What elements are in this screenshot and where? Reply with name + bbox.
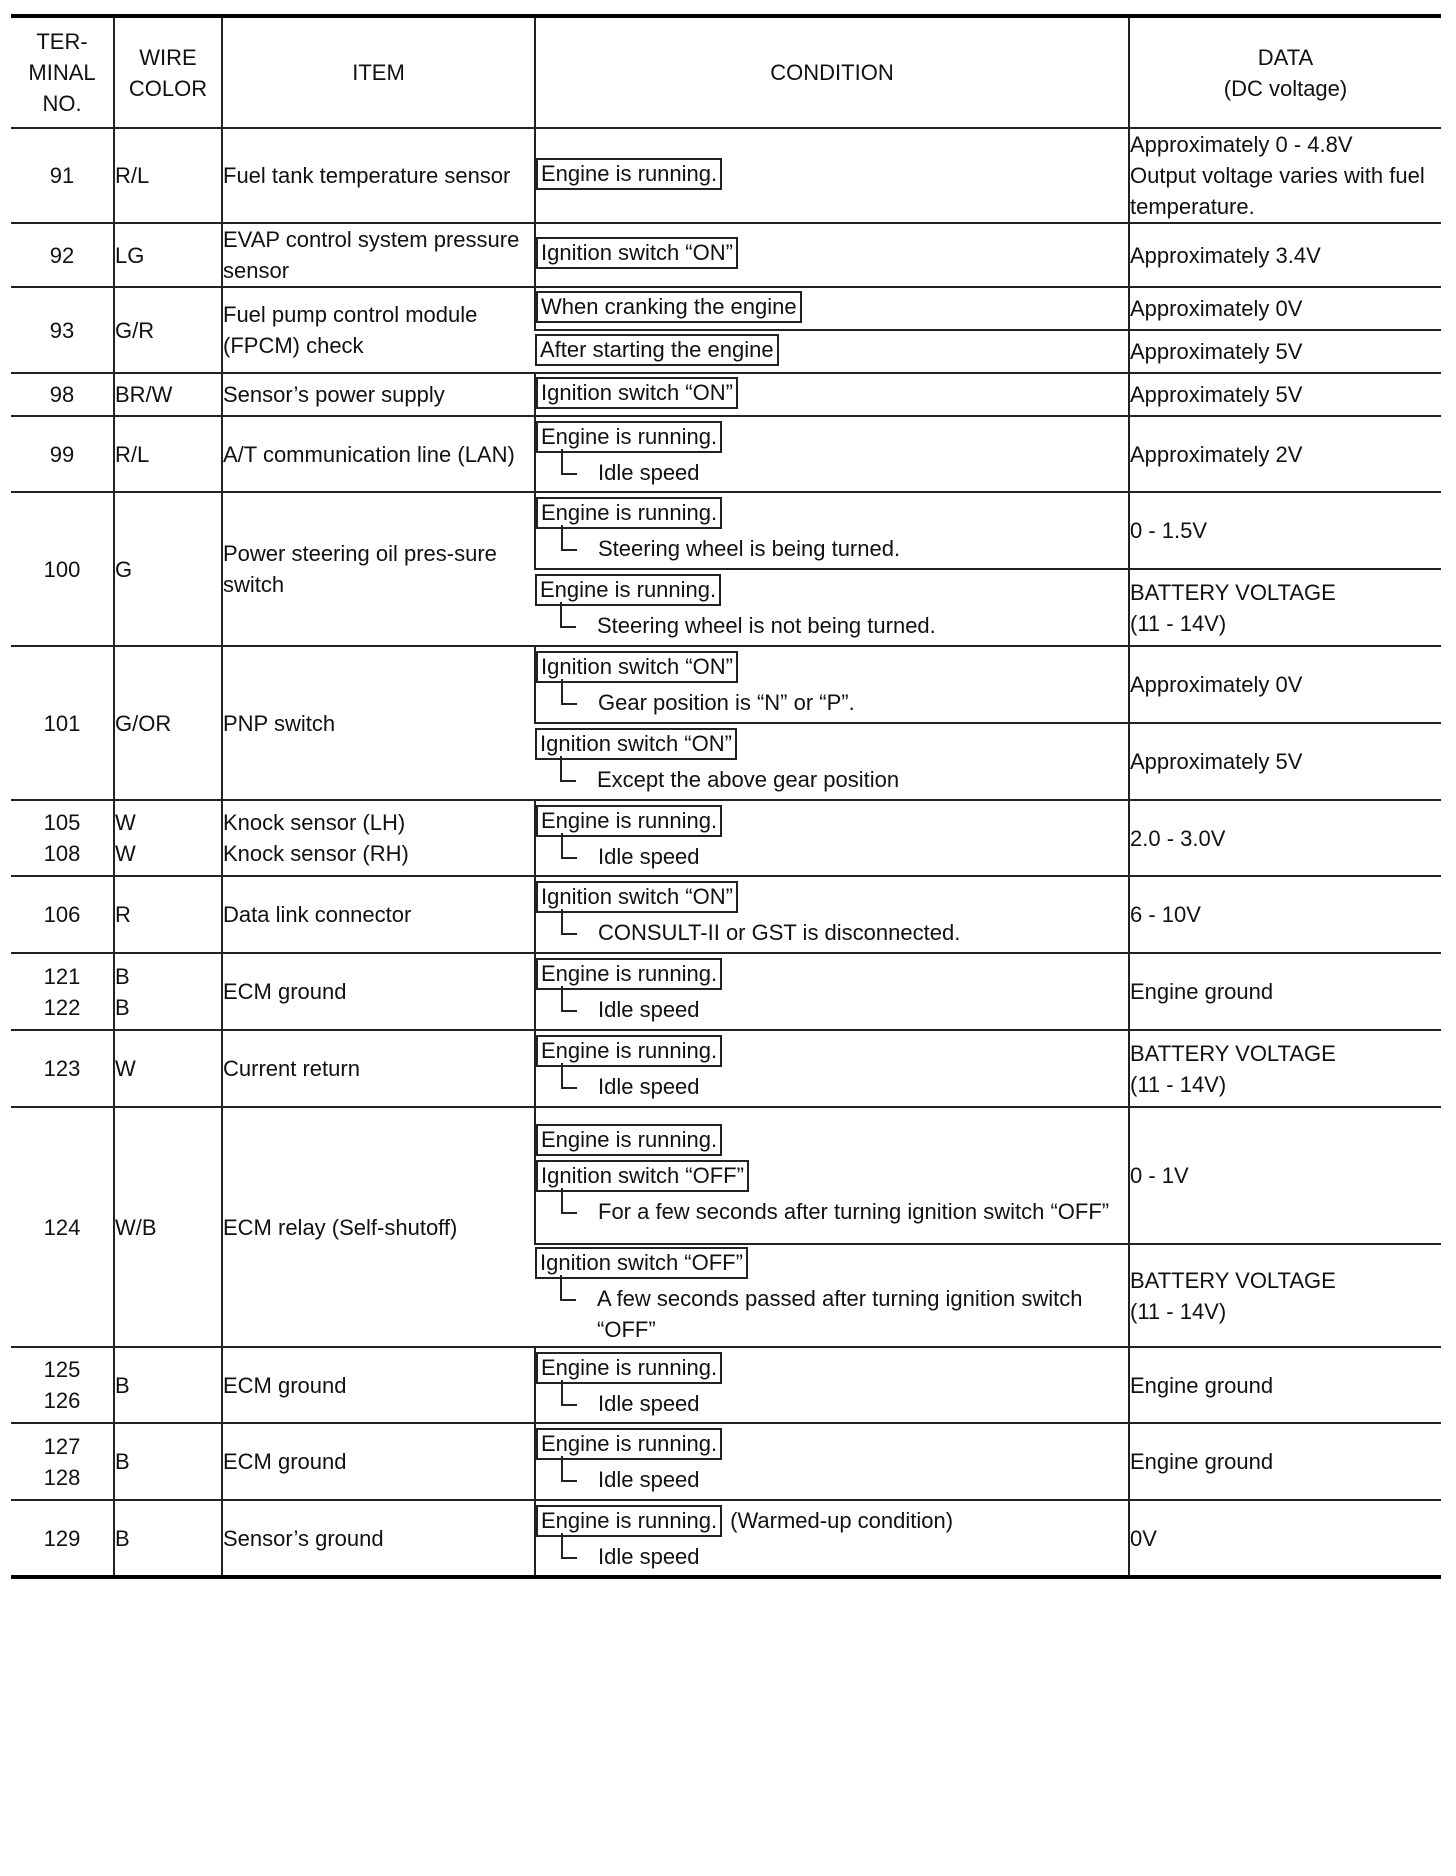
wire-color-cell [114,1107,222,1347]
condition-cell [535,128,1129,223]
data-value: (11 - 14V) [1130,610,1227,636]
table-row [11,416,1441,492]
data-value: Engine ground [1130,979,1274,1004]
data-cell [1129,953,1441,1030]
item-text: ECM ground [223,979,347,1004]
table-row [11,223,1441,287]
condition-line [536,158,1128,194]
condition-box: Ignition switch “ON” [536,651,738,683]
header-row [11,16,1441,128]
wire-color-cell [114,287,222,373]
terminal-number: 121 [43,963,81,989]
condition-sub: Idle speed [561,1541,1128,1572]
data-value: 0V [1130,1525,1157,1551]
item-cell [222,1030,535,1107]
condition-line [536,958,1128,994]
terminal-number: 101 [43,710,81,736]
condition-sub: Idle speed [561,1464,1128,1495]
data-cell [1129,876,1441,953]
condition-sub: Steering wheel is not being turned. [560,610,1128,641]
item-text: Sensor’s ground [223,1525,384,1551]
condition-line [536,805,1128,841]
wire-color-cell [114,876,222,953]
table-row [11,1347,1441,1423]
data-value: Approximately 5V [1130,339,1303,364]
data-cell [1129,723,1441,800]
terminal-cell [11,1500,114,1577]
terminal-cell [11,1423,114,1500]
condition-line [536,497,1128,533]
item-text: Knock sensor (LH) [223,810,406,835]
terminal-number: 128 [43,1464,81,1490]
condition-cell [535,330,1129,373]
terminal-number: 100 [43,556,81,582]
item-text: Fuel pump control module (FPCM) check [223,302,478,358]
table-row [11,492,1441,569]
header-terminal-line: NO. [42,91,82,116]
terminal-cell [11,1030,114,1107]
condition-cell [535,223,1129,287]
wire-color: G/OR [115,710,172,736]
item-text: Sensor’s power supply [223,382,445,407]
condition-cell [535,1347,1129,1423]
condition-line [536,1160,1128,1196]
wire-color-cell [114,373,222,416]
item-cell [222,1347,535,1423]
terminal-number: 92 [49,242,75,268]
terminal-cell [11,128,114,223]
condition-cell [535,1500,1129,1577]
terminal-cell [11,287,114,373]
data-cell [1129,373,1441,416]
wire-color: W [115,810,136,835]
condition-cell [535,646,1129,723]
condition-line [536,237,1128,273]
condition-line [536,1352,1128,1388]
item-cell [222,1423,535,1500]
condition-cell [535,800,1129,876]
condition-box: Ignition switch “ON” [536,377,738,409]
condition-line [536,1428,1128,1464]
data-value: (11 - 14V) [1130,1298,1227,1324]
data-cell [1129,287,1441,330]
data-value: Approximately 5V [1130,749,1303,774]
wire-color-cell [114,1030,222,1107]
terminal-number: 126 [43,1388,81,1413]
terminal-number: 105 [43,810,81,835]
table-row [11,800,1441,876]
terminal-cell [11,646,114,800]
item-cell [222,223,535,287]
item-cell [222,416,535,492]
table-row [11,1423,1441,1500]
terminal-cell [11,876,114,953]
condition-line [536,1035,1128,1071]
condition-sub: CONSULT-II or GST is disconnected. [561,917,1128,948]
item-text: EVAP control system pressure sensor [223,227,520,283]
data-value: 6 - 10V [1130,902,1201,927]
data-value: BATTERY VOLTAGE [1130,1040,1336,1066]
condition-box: Engine is running. [536,1035,722,1067]
terminal-number: 127 [43,1433,81,1459]
item-text: ECM relay (Self-shutoff) [223,1214,458,1240]
data-value: Approximately 0 - 4.8V [1130,132,1353,157]
data-cell [1129,223,1441,287]
item-text: ECM ground [223,1449,347,1474]
condition-sub: Idle speed [561,1071,1128,1102]
terminal-cell [11,1107,114,1347]
header-terminal-line: MINAL [28,60,96,85]
header-terminal [11,16,114,128]
data-cell [1129,330,1441,373]
condition-box: Ignition switch “ON” [535,728,737,760]
terminal-number: 124 [43,1214,81,1240]
wire-color: R/L [115,441,150,467]
condition-box: Engine is running. [536,1428,722,1460]
terminal-cell [11,416,114,492]
condition-box: Engine is running. [536,1505,722,1537]
condition-line [536,421,1128,457]
terminal-number: 122 [43,994,81,1020]
item-cell [222,492,535,646]
table-row [11,287,1441,330]
condition-line [535,574,1128,610]
condition-sub: Idle speed [561,1388,1128,1419]
condition-line [536,1124,1128,1160]
item-text: Knock sensor (RH) [223,841,409,866]
data-value: Approximately 3.4V [1130,242,1321,268]
condition-line [536,651,1128,687]
data-cell [1129,1347,1441,1423]
condition-box: Engine is running. [536,958,722,990]
header-data [1129,16,1441,128]
terminal-number: 99 [49,441,75,467]
header-wire-line: COLOR [128,75,208,101]
table-row [11,128,1441,223]
condition-box: Engine is running. [536,497,722,529]
condition-cell [535,287,1129,330]
table-row [11,373,1441,416]
wire-color: W/B [115,1214,157,1240]
data-cell [1129,646,1441,723]
data-cell [1129,1244,1441,1347]
condition-sub: Except the above gear position [560,764,1128,795]
data-value: 2.0 - 3.0V [1130,825,1226,851]
table-row [11,953,1441,1030]
condition-sub: For a few seconds after turning ignition switch “OFF” [561,1196,1128,1227]
data-value: Approximately 0V [1130,296,1303,321]
table-row [11,1107,1441,1244]
table-row [11,646,1441,723]
condition-cell [535,373,1129,416]
data-cell [1129,800,1441,876]
data-value: Approximately 0V [1130,672,1303,697]
condition-sub: Idle speed [561,994,1128,1025]
condition-cell [535,723,1129,800]
condition-box: Ignition switch “OFF” [535,1247,748,1279]
condition-box: When cranking the engine [536,291,802,323]
condition-box: Engine is running. [536,421,722,453]
wire-color: G/R [115,317,155,343]
condition-cell [535,1244,1129,1347]
data-cell [1129,1030,1441,1107]
header-condition: CONDITION [535,16,1129,128]
table-row [11,876,1441,953]
header-data-line: DATA [1257,44,1314,70]
data-value: 0 - 1.5V [1130,518,1208,543]
condition-box: Engine is running. [536,1352,722,1384]
condition-box: Ignition switch “ON” [536,881,738,913]
wire-color-cell [114,128,222,223]
wire-color: B [115,994,130,1020]
terminal-cell [11,373,114,416]
data-cell [1129,1500,1441,1577]
item-text: ECM ground [223,1372,347,1398]
data-value: (11 - 14V) [1130,1071,1227,1097]
terminal-number: 125 [43,1357,81,1382]
item-cell [222,373,535,416]
terminal-number: 98 [49,382,75,407]
data-value: Engine ground [1130,1372,1274,1398]
wire-color-cell [114,492,222,646]
item-text: Fuel tank temperature sensor [223,163,511,188]
condition-box: After starting the engine [535,334,779,366]
wire-color-cell [114,646,222,800]
header-terminal-line: TER- [36,29,88,54]
data-cell [1129,569,1441,646]
item-cell [222,646,535,800]
wire-color: LG [115,242,145,268]
header-wire-line: WIRE [139,44,197,70]
terminal-number: 106 [43,902,81,927]
terminal-number: 108 [43,841,81,866]
wire-color-cell [114,800,222,876]
condition-box: Engine is running. [536,1124,722,1156]
wire-color-cell [114,953,222,1030]
wire-color: B [115,963,130,989]
item-cell [222,1500,535,1577]
data-cell [1129,1107,1441,1244]
data-value: Approximately 5V [1130,382,1303,407]
condition-line [536,291,1128,327]
data-cell [1129,1423,1441,1500]
data-value: Engine ground [1130,1449,1274,1474]
terminal-number: 93 [49,317,75,343]
condition-box: Engine is running. [536,158,722,190]
data-value: Approximately 2V [1130,441,1303,467]
condition-cell [535,569,1129,646]
table-row [11,1500,1441,1577]
header-item: ITEM [222,16,535,128]
item-cell [222,287,535,373]
condition-sub: Idle speed [561,457,1128,488]
condition-line [536,1505,1128,1541]
item-cell [222,1107,535,1347]
condition-line [535,334,1128,370]
wire-color-cell [114,1347,222,1423]
condition-line [536,881,1128,917]
data-cell [1129,128,1441,223]
wire-color: G [115,556,133,582]
condition-cell [535,1423,1129,1500]
wire-color-cell [114,223,222,287]
terminal-cell [11,1347,114,1423]
wire-color: BR/W [115,382,173,407]
data-value: Output voltage varies with fuel temperature. [1130,163,1425,219]
header-wire-color [114,16,222,128]
terminal-cell [11,492,114,646]
terminal-number: 91 [49,163,75,188]
condition-cell [535,1107,1129,1244]
wire-color: W [115,841,136,866]
wire-color: B [115,1449,130,1474]
wire-color-cell [114,1423,222,1500]
condition-sub: Steering wheel is being turned. [561,533,1128,564]
terminal-cell [11,800,114,876]
item-cell [222,800,535,876]
condition-cell [535,1030,1129,1107]
wire-color: B [115,1372,130,1398]
data-value: 0 - 1V [1130,1163,1189,1188]
terminal-number: 129 [43,1525,81,1551]
wire-color-cell [114,416,222,492]
table-body [11,128,1441,1577]
condition-box: Ignition switch “OFF” [536,1160,749,1192]
condition-note: (Warmed-up condition) [730,1507,954,1533]
data-cell [1129,492,1441,569]
condition-line [535,1247,1128,1283]
item-cell [222,128,535,223]
item-text: PNP switch [223,710,336,736]
data-value: BATTERY VOLTAGE [1130,579,1336,605]
condition-cell [535,492,1129,569]
wire-color: W [115,1056,136,1081]
condition-cell [535,416,1129,492]
terminal-number: 123 [43,1056,81,1081]
condition-sub: Gear position is “N” or “P”. [561,687,1128,718]
terminal-cell [11,953,114,1030]
condition-sub: Idle speed [561,841,1128,872]
table-row [11,1030,1441,1107]
item-text: Data link connector [223,902,412,927]
item-cell [222,876,535,953]
condition-cell [535,953,1129,1030]
data-cell [1129,416,1441,492]
header-data-line: (DC voltage) [1223,75,1348,101]
item-text: Current return [223,1056,360,1081]
condition-box: Engine is running. [536,805,722,837]
condition-box: Engine is running. [535,574,721,606]
wire-color: B [115,1525,130,1551]
item-cell [222,953,535,1030]
condition-sub: A few seconds passed after turning ignition switch “OFF” [560,1283,1128,1345]
data-value: BATTERY VOLTAGE [1130,1267,1336,1293]
wire-color: R [115,902,131,927]
item-text: Power steering oil pres-sure switch [223,541,497,597]
condition-cell [535,876,1129,953]
condition-line [536,377,1128,413]
item-text: A/T communication line (LAN) [223,441,515,467]
wire-color-cell [114,1500,222,1577]
wire-color: R/L [115,163,150,188]
ecm-terminal-table [11,14,1441,1579]
terminal-cell [11,223,114,287]
condition-line [535,728,1128,764]
condition-box: Ignition switch “ON” [536,237,738,269]
